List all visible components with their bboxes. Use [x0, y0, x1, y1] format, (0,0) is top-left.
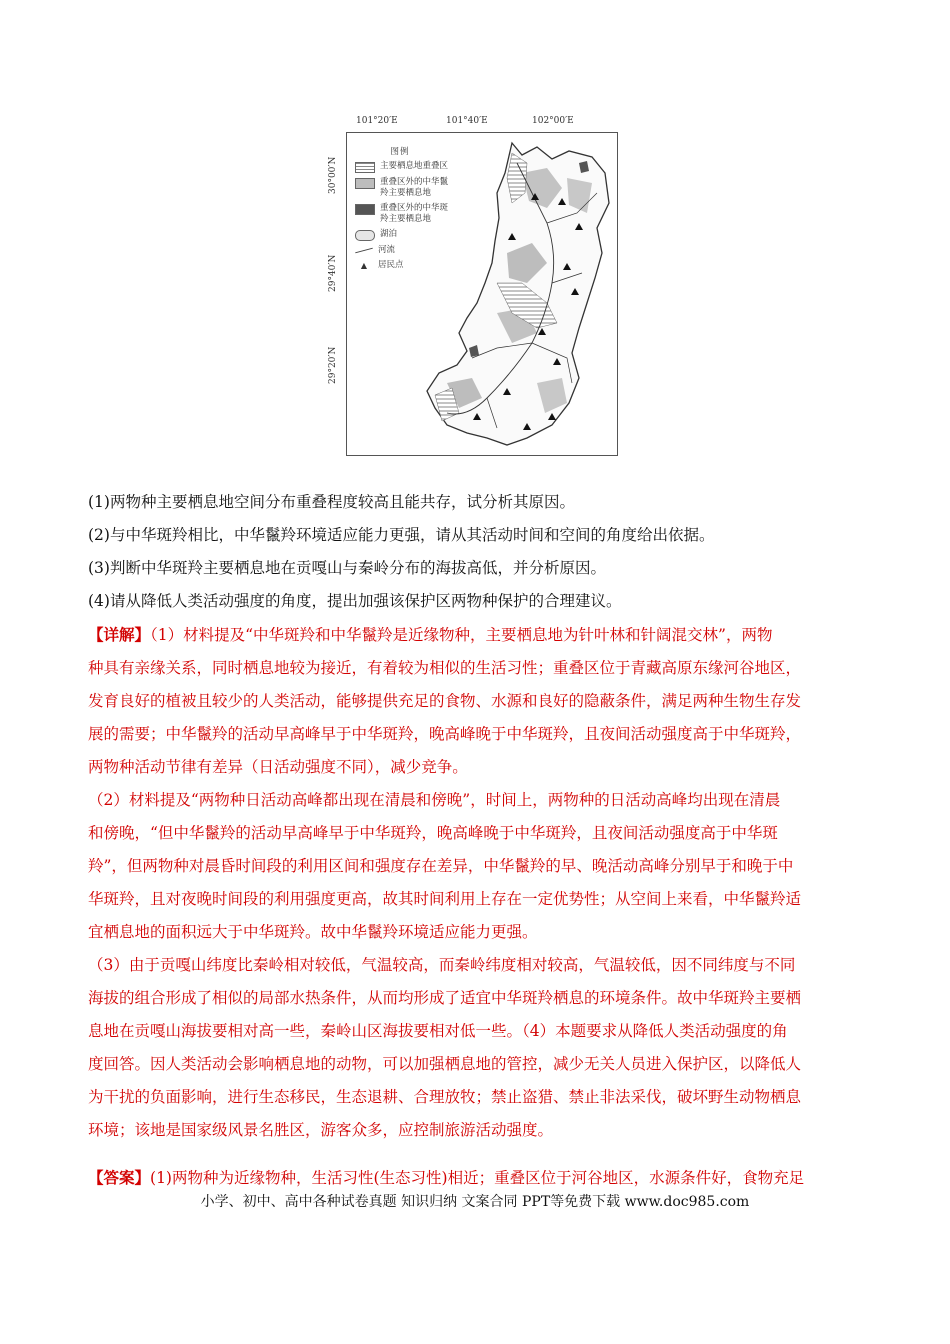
- question-2: (2)与中华斑羚相比，中华鬣羚环境适应能力更强，请从其活动时间和空间的角度给出依据。: [88, 526, 715, 544]
- explanation-line: 环境；该地是国家级风景名胜区，游客众多，应控制旅游活动强度。: [88, 1121, 554, 1139]
- explanation-line: 为干扰的负面影响，进行生态移民，生态退耕、合理放牧；禁止盗猎、禁止非法采伐，破坏野生动物栖息: [88, 1088, 802, 1106]
- explanation-line: 息地在贡嘎山海拔要相对高一些，秦岭山区海拔要相对低一些。（4）本题要求从降低人类活动强度的角: [88, 1022, 788, 1040]
- legend-title: 图例: [390, 147, 410, 157]
- explanation-line: 种具有亲缘关系，同时栖息地较为接近，有着较为相似的生活习性；重叠区位于青藏高原东缘河谷地区，: [88, 659, 802, 677]
- lat-label: 30°00′N: [328, 156, 338, 194]
- lake-swatch-icon: [355, 230, 375, 241]
- lat-label: 29°40′N: [328, 254, 338, 292]
- river-line-icon: [355, 246, 373, 255]
- explanation-line: 【详解】（1）材料提及“中华斑羚和中华鬣羚是近缘物种，主要栖息地为针叶林和针阔混交林”，两物: [88, 625, 773, 644]
- map-legend: [355, 145, 505, 275]
- explanation-line: 展的需要；中华鬣羚的活动早高峰早于中华斑羚，晚高峰晚于中华斑羚，且夜间活动强度高于中华斑羚，: [88, 725, 802, 743]
- triangle-marker-icon: ▲: [360, 261, 368, 270]
- explanation-line: 华斑羚，且对夜晚时间段的利用强度更高，故其时间利用上存在一定优势性；从空间上来看，中华鬣羚适: [88, 890, 802, 908]
- answer-tag: 【答案】: [88, 1168, 151, 1187]
- lat-label: 29°20′N: [328, 346, 338, 384]
- lon-label: 101°20′E: [356, 116, 398, 126]
- legend-item: 主要栖息地重叠区: [355, 161, 505, 173]
- explanation-line: （3）由于贡嘎山纬度比秦岭相对较低，气温较高，而秦岭纬度相对较高，气温较低，因不同纬度与不同: [88, 956, 796, 974]
- page-footer: 小学、初中、高中各种试卷真题 知识归纳 文案合同 PPT等免费下载 www.doc985.com: [200, 1194, 750, 1210]
- legend-item: 重叠区外的中华斑羚主要栖息地: [355, 203, 505, 225]
- legend-item: 重叠区外的中华鬣羚主要栖息地: [355, 177, 505, 199]
- explanation-line: 度回答。因人类活动会影响栖息地的动物，可以加强栖息地的管控，减少无关人员进入保护区，以降低人: [88, 1055, 802, 1073]
- explanation-tag: 【详解】: [88, 625, 151, 644]
- legend-item: ▲ 居民点: [355, 260, 505, 271]
- lon-label: 102°00′E: [532, 116, 574, 126]
- map-figure: [326, 112, 618, 462]
- legend-item: 河流: [355, 245, 505, 256]
- lon-label: 101°40′E: [446, 116, 488, 126]
- question-1: (1)两物种主要栖息地空间分布重叠程度较高且能共存，试分析其原因。: [88, 493, 575, 511]
- hatched-swatch-icon: [355, 162, 375, 173]
- dark-swatch-icon: [355, 204, 375, 215]
- explanation-line: 和傍晚，“但中华鬣羚的活动早高峰早于中华斑羚，晚高峰晚于中华斑羚，且夜间活动强度高于中华斑: [88, 824, 778, 842]
- map-frame: [346, 132, 618, 456]
- gray-swatch-icon: [355, 178, 375, 189]
- explanation-line: 宜栖息地的面积远大于中华斑羚。故中华鬣羚环境适应能力更强。: [88, 923, 538, 941]
- answer-line: 【答案】(1)两物种为近缘物种，生活习性(生态习性)相近；重叠区位于河谷地区，水源条件好，食物充足: [88, 1168, 805, 1187]
- explanation-line: （2）材料提及“两物种日活动高峰都出现在清晨和傍晚”，时间上，两物种的日活动高峰均出现在清晨: [88, 791, 781, 809]
- question-4: (4)请从降低人类活动强度的角度，提出加强该保护区两物种保护的合理建议。: [88, 592, 622, 610]
- explanation-line: 海拔的组合形成了相似的局部水热条件，从而均形成了适宜中华斑羚栖息的环境条件。故中华斑羚主要栖: [88, 989, 802, 1007]
- question-3: (3)判断中华斑羚主要栖息地在贡嘎山与秦岭分布的海拔高低，并分析原因。: [88, 559, 606, 577]
- explanation-line: 羚”，但两物种对晨昏时间段的利用区间和强度存在差异，中华鬣羚的早、晚活动高峰分别早于和晚于中: [88, 857, 794, 875]
- explanation-line: 发育良好的植被且较少的人类活动，能够提供充足的食物、水源和良好的隐蔽条件，满足两种生物生存发: [88, 692, 802, 710]
- legend-item: 湖泊: [355, 229, 505, 241]
- explanation-line: 两物种活动节律有差异（日活动强度不同），减少竞争。: [88, 758, 468, 776]
